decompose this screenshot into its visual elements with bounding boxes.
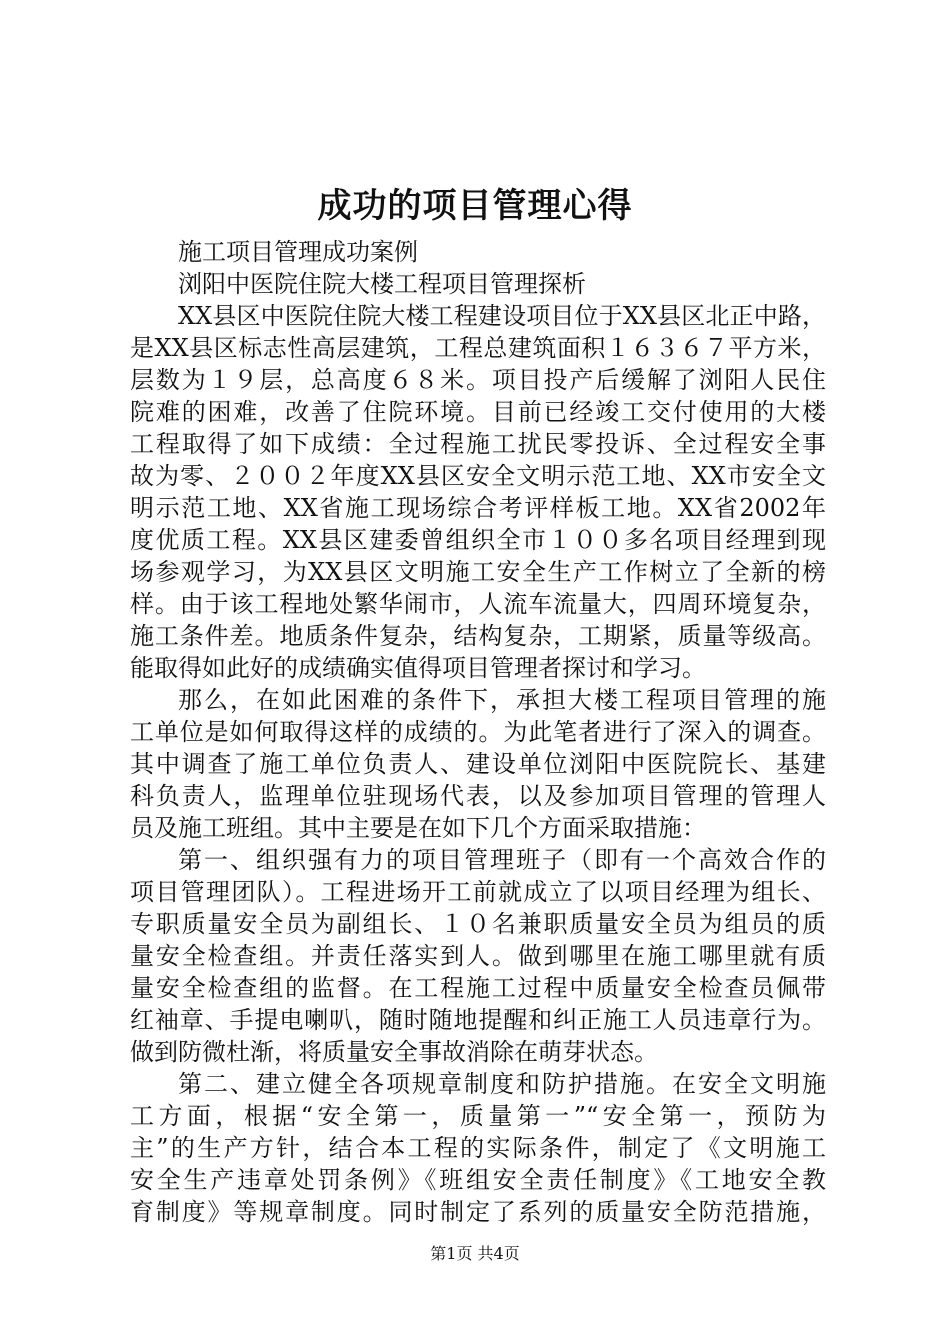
text-line: 量安全检查组。并责任落实到人。做到哪里在施工哪里就有质 xyxy=(130,942,826,970)
text-line: 明示范工地、XX省施工现场综合考评样板工地。XX省2002年 xyxy=(130,494,826,522)
text-line: 那么，在如此困难的条件下，承担大楼工程项目管理的施 xyxy=(178,686,826,714)
text-line: 层数为１９层，总高度６８米。项目投产后缓解了浏阳人民住 xyxy=(130,366,826,394)
text-line: 能取得如此好的成绩确实值得项目管理者探讨和学习。 xyxy=(130,654,706,682)
text-line: 场参观学习，为XX县区文明施工安全生产工作树立了全新的榜 xyxy=(130,558,826,586)
text-line: 主”的生产方针，结合本工程的实际条件，制定了《文明施工 xyxy=(130,1134,826,1162)
text-line: 其中调查了施工单位负责人、建设单位浏阳中医院院长、基建 xyxy=(130,750,826,778)
text-line: 量安全检查组的监督。在工程施工过程中质量安全检查员佩带 xyxy=(130,974,826,1002)
text-line: 是XX县区标志性高层建筑，工程总建筑面积１６３６７平方米， xyxy=(130,334,826,362)
text-line: 度优质工程。XX县区建委曾组织全市１００多名项目经理到现 xyxy=(130,526,826,554)
text-line: 浏阳中医院住院大楼工程项目管理探析 xyxy=(178,270,586,298)
text-line: 安全生产违章处罚条例》《班组安全责任制度》《工地安全教 xyxy=(130,1166,826,1194)
document-title: 成功的项目管理心得 xyxy=(317,186,633,226)
text-line: 施工项目管理成功案例 xyxy=(178,238,418,266)
text-line: 红袖章、手提电喇叭，随时随地提醒和纠正施工人员违章行为。 xyxy=(130,1006,826,1034)
page-footer: 第1页 共4页 xyxy=(430,1244,520,1263)
text-line: 院难的困难，改善了住院环境。目前已经竣工交付使用的大楼 xyxy=(130,398,826,426)
text-line: 第二、建立健全各项规章制度和防护措施。在安全文明施 xyxy=(178,1070,826,1098)
text-line: 工方面，根据“安全第一，质量第一”“安全第一，预防为 xyxy=(130,1102,826,1130)
document-body xyxy=(130,236,826,1228)
text-line: 第一、组织强有力的项目管理班子（即有一个高效合作的 xyxy=(178,846,826,874)
text-line: 施工条件差。地质条件复杂，结构复杂，工期紧，质量等级高。 xyxy=(130,622,826,650)
text-line: 专职质量安全员为副组长、１０名兼职质量安全员为组员的质 xyxy=(130,910,826,938)
text-line: 工程取得了如下成绩：全过程施工扰民零投诉、全过程安全事 xyxy=(130,430,826,458)
text-line: 做到防微杜渐，将质量安全事故消除在萌芽状态。 xyxy=(130,1038,658,1066)
text-line: 项目管理团队）。工程进场开工前就成立了以项目经理为组长、 xyxy=(130,878,826,906)
text-line: 员及施工班组。其中主要是在如下几个方面采取措施： xyxy=(130,814,706,842)
text-line: 工单位是如何取得这样的成绩的。为此笔者进行了深入的调查。 xyxy=(130,718,826,746)
text-line: XX县区中医院住院大楼工程建设项目位于XX县区北正中路， xyxy=(178,302,826,330)
text-line: 样。由于该工程地处繁华闹市，人流车流量大，四周环境复杂， xyxy=(130,590,826,618)
text-line: 科负责人，监理单位驻现场代表，以及参加项目管理的管理人 xyxy=(130,782,826,810)
text-line: 育制度》等规章制度。同时制定了系列的质量安全防范措施， xyxy=(130,1198,826,1226)
text-line: 故为零、２００２年度XX县区安全文明示范工地、XX市安全文 xyxy=(130,462,826,490)
